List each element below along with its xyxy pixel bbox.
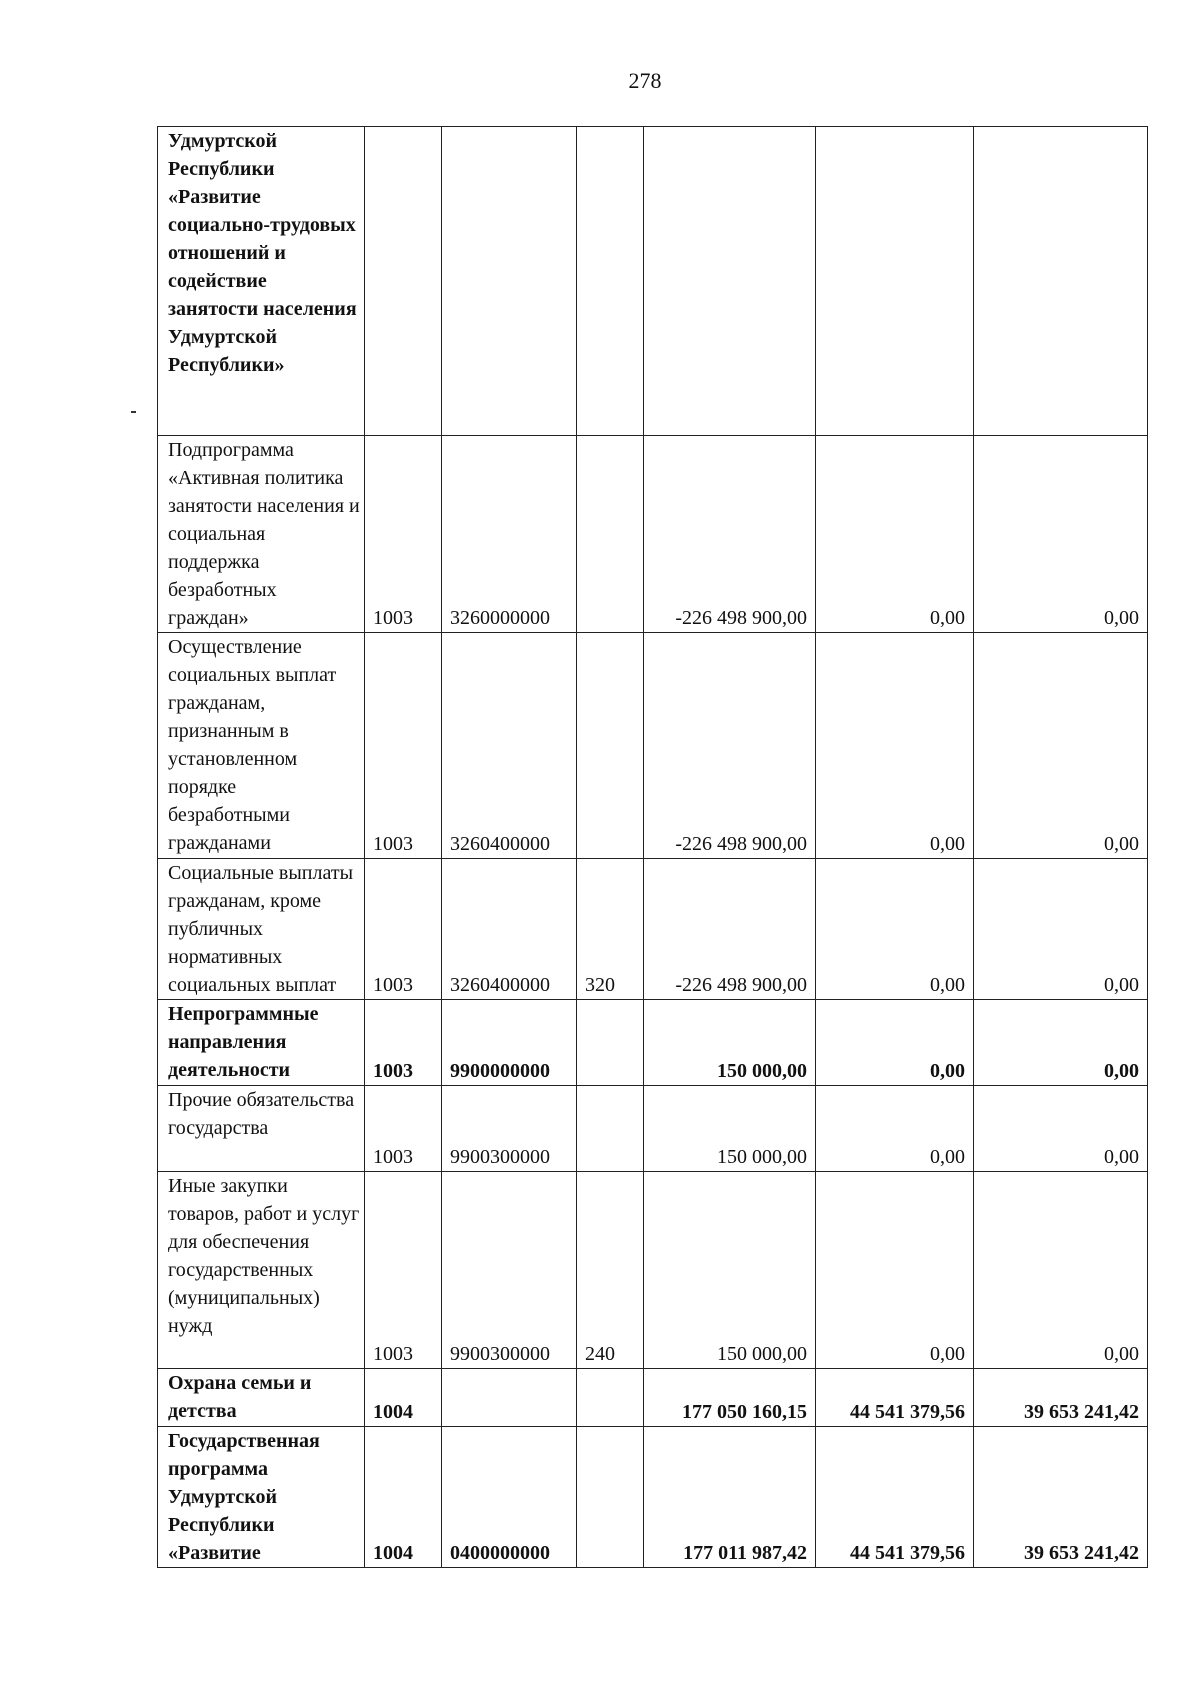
amount-3: 0,00 — [974, 436, 1148, 633]
amount-1: 177 050 160,15 — [644, 1369, 816, 1427]
row-name: Иные закупки товаров, работ и услуг для обеспечения государственных (муниципальных) нужд — [158, 1172, 365, 1369]
section-code: 1003 — [365, 1086, 442, 1172]
amount-2: 44 541 379,56 — [816, 1427, 974, 1568]
amount-2: 0,00 — [816, 1086, 974, 1172]
section-code: 1004 — [365, 1427, 442, 1568]
expense-type-code — [577, 1427, 644, 1568]
expense-type-code — [577, 1086, 644, 1172]
page-number: 278 — [628, 68, 662, 93]
target-code: 0400000000 — [442, 1427, 577, 1568]
section-code: 1003 — [365, 436, 442, 633]
section-code — [365, 127, 442, 436]
expense-type-code — [577, 633, 644, 859]
amount-3: 39 653 241,42 — [974, 1427, 1148, 1568]
table-row — [158, 1172, 1148, 1369]
amount-3 — [974, 127, 1148, 436]
amount-2: 44 541 379,56 — [816, 1369, 974, 1427]
target-code: 9900300000 — [442, 1172, 577, 1369]
expense-type-code — [577, 1000, 644, 1086]
table-row — [158, 1086, 1148, 1172]
amount-3: 0,00 — [974, 633, 1148, 859]
section-code: 1003 — [365, 1172, 442, 1369]
section-code: 1004 — [365, 1369, 442, 1427]
amount-1: 150 000,00 — [644, 1086, 816, 1172]
target-code — [442, 1369, 577, 1427]
amount-3: 39 653 241,42 — [974, 1369, 1148, 1427]
amount-1: 150 000,00 — [644, 1172, 816, 1369]
amount-2 — [816, 127, 974, 436]
amount-1: 150 000,00 — [644, 1000, 816, 1086]
table-row — [158, 1427, 1148, 1568]
table-row — [158, 436, 1148, 633]
section-code: 1003 — [365, 1000, 442, 1086]
expense-type-code — [577, 127, 644, 436]
row-name: Охрана семьи и детства — [158, 1369, 365, 1427]
target-code — [442, 127, 577, 436]
table-row — [158, 633, 1148, 859]
expense-type-code: 240 — [577, 1172, 644, 1369]
amount-2: 0,00 — [816, 859, 974, 1000]
target-code: 3260400000 — [442, 633, 577, 859]
amount-2: 0,00 — [816, 1000, 974, 1086]
expense-type-code: 320 — [577, 859, 644, 1000]
margin-mark — [131, 411, 136, 413]
amount-2: 0,00 — [816, 1172, 974, 1369]
expense-type-code — [577, 1369, 644, 1427]
section-code: 1003 — [365, 633, 442, 859]
amount-1: -226 498 900,00 — [644, 436, 816, 633]
target-code: 3260400000 — [442, 859, 577, 1000]
amount-1: 177 011 987,42 — [644, 1427, 816, 1568]
budget-table — [157, 126, 1148, 1568]
section-code: 1003 — [365, 859, 442, 1000]
table-row — [158, 1000, 1148, 1086]
row-name: Осуществление социальных выплат гражданам, признанным в установленном порядке безработными гражданами — [158, 633, 365, 859]
amount-3: 0,00 — [974, 859, 1148, 1000]
row-name: Подпрограмма «Активная политика занятости населения и социальная поддержка безработных граждан» — [158, 436, 365, 633]
row-name: Удмуртской Республики «Развитие социально-трудовых отношений и содействие занятости населения Удмуртской Республики» — [158, 127, 365, 436]
target-code: 9900300000 — [442, 1086, 577, 1172]
target-code: 9900000000 — [442, 1000, 577, 1086]
amount-1: -226 498 900,00 — [644, 633, 816, 859]
table-row — [158, 1369, 1148, 1427]
amount-2: 0,00 — [816, 436, 974, 633]
target-code: 3260000000 — [442, 436, 577, 633]
table-row — [158, 127, 1148, 436]
amount-3: 0,00 — [974, 1086, 1148, 1172]
amount-3: 0,00 — [974, 1172, 1148, 1369]
row-name: Непрограммные направления деятельности — [158, 1000, 365, 1086]
row-name: Государственная программа Удмуртской Республики «Развитие — [158, 1427, 365, 1568]
row-name: Прочие обязательства государства — [158, 1086, 365, 1172]
amount-1 — [644, 127, 816, 436]
budget-table-body — [158, 127, 1148, 1568]
amount-1: -226 498 900,00 — [644, 859, 816, 1000]
expense-type-code — [577, 436, 644, 633]
table-row — [158, 859, 1148, 1000]
row-name: Социальные выплаты гражданам, кроме публичных нормативных социальных выплат — [158, 859, 365, 1000]
amount-3: 0,00 — [974, 1000, 1148, 1086]
amount-2: 0,00 — [816, 633, 974, 859]
